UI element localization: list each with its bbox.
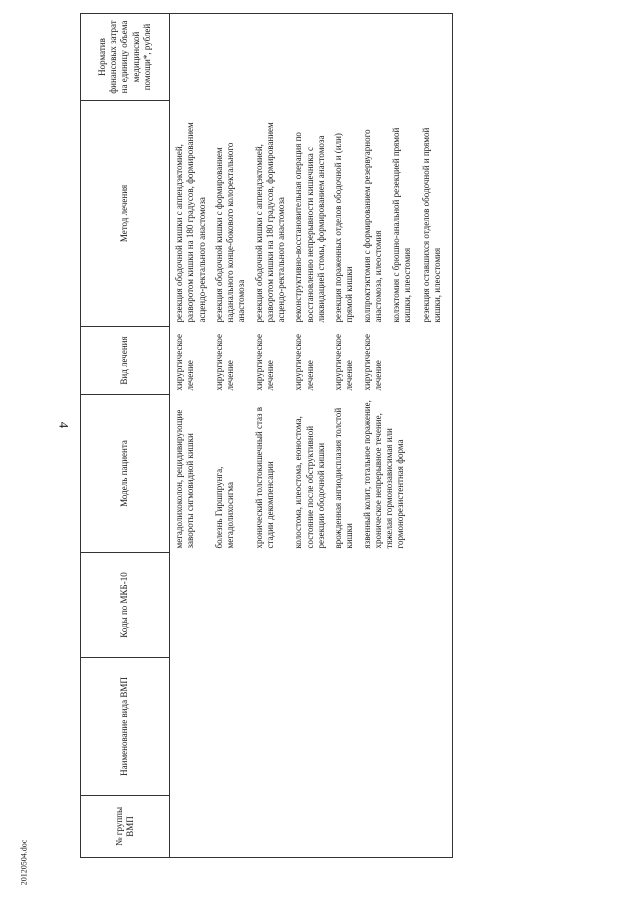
cell-patient-model: язвенный колит, тотальное поражение, хроническое непрерывное течение, тяжелая гормонозависимая или гормонорезистентная форма — [358, 395, 453, 553]
cell-treatment-type: хирургическое лечение — [358, 327, 453, 395]
table-row — [210, 14, 250, 858]
vmp-table — [80, 13, 453, 858]
cell-icd-codes — [289, 553, 329, 658]
cell-patient-model: колостома, илеостома, еюностома, состояние после обструктивной резекции ободочной кишки — [293, 416, 326, 549]
cell-patient-model: врожденная ангиодисплазия толстой кишки — [333, 407, 355, 549]
cell-cost-norm — [289, 14, 329, 101]
cell-patient-model: болезнь Гиршпрунга, мегадолихосигма — [213, 466, 235, 549]
treatment-method-line: резекция оставшихся отделов ободочной и прямой кишки, илеостомия — [420, 127, 442, 323]
cell-cost-norm — [170, 14, 210, 101]
cell-treatment-method: резекция ободочной кишки с формированием наданального конце-бокового колоректального анастомоза — [213, 142, 247, 323]
cell-group-number — [289, 796, 329, 858]
cell-cost-norm — [329, 14, 358, 101]
cell-cost-norm — [210, 14, 250, 101]
cell-cost-norm — [250, 14, 290, 101]
cell-vmp-name — [210, 658, 250, 796]
cell-treatment-method: резекция ободочной кишки с аппендэктомией, разворотом кишки на 180 градусов, формированием асцендо-ректального анастомоза — [174, 122, 207, 323]
table-row — [170, 14, 210, 858]
cell-patient-model: мегадолихоколон, рецидивирующие завороты сигмовидной кишки — [174, 409, 196, 549]
cell-group-number — [358, 796, 453, 858]
cell-treatment-type: хирургическое лечение — [174, 334, 196, 391]
cell-treatment-method: реконструктивно-восстановительная операция по восстановлению непрерывности кишечника с ликвидацией стомы, формированием анастомоза — [293, 132, 326, 323]
cell-treatment-method — [358, 101, 453, 327]
cell-vmp-name — [170, 658, 210, 796]
table-header-row — [81, 14, 170, 858]
cell-treatment-type: хирургическое лечение — [293, 334, 315, 391]
table-row — [250, 14, 290, 858]
cell-icd-codes — [329, 553, 358, 658]
cell-group-number — [170, 796, 210, 858]
cell-group-number — [250, 796, 290, 858]
header-treatment-type: Вид лечения — [81, 327, 170, 395]
cell-treatment-method: резекция ободочной кишки с аппендэктомией, разворотом кишки на 180 градусов, формированием асцендо-ректального анастомоза — [253, 122, 286, 323]
header-treatment-method: Метод лечения — [81, 101, 170, 327]
cell-icd-codes — [358, 553, 453, 658]
cell-vmp-name — [358, 658, 453, 796]
cell-icd-codes — [210, 553, 250, 658]
cell-vmp-name — [329, 658, 358, 796]
cell-group-number — [329, 796, 358, 858]
header-group-number: № группы ВМП — [81, 796, 170, 858]
table-row — [289, 14, 329, 858]
cell-vmp-name — [250, 658, 290, 796]
rotated-document-sheet — [80, 8, 600, 858]
document-filename: 20120504.doc — [19, 839, 29, 886]
header-vmp-name: Наименование вида ВМП — [81, 658, 170, 796]
cell-vmp-name — [289, 658, 329, 796]
page-number: 4 — [56, 421, 72, 429]
header-cost-norm: Норматив финансовых затрат на единицу объема медицинской помощи*, рублей — [81, 14, 170, 101]
header-icd-codes: Коды по МКБ-10 — [81, 553, 170, 658]
cell-group-number — [210, 796, 250, 858]
cell-treatment-type: хирургическое лечение — [253, 334, 275, 391]
cell-icd-codes — [250, 553, 290, 658]
treatment-method-line: колэктомия с брюшно-анальной резекцией прямой кишки, илеостомия — [391, 127, 413, 323]
table-row — [358, 14, 453, 858]
table-row — [329, 14, 358, 858]
cell-treatment-type: хирургическое лечение — [213, 334, 235, 391]
treatment-method-line: колпроктэктомия с формированием резервуарного анастомоза, илеостомия — [361, 129, 383, 323]
header-patient-model: Модель пациента — [81, 395, 170, 553]
cell-treatment-type: хирургическое лечение — [333, 334, 355, 391]
cell-cost-norm — [358, 14, 453, 101]
cell-icd-codes — [170, 553, 210, 658]
cell-patient-model: хронический толстокишечный стаз в стадии декомпенсации — [253, 406, 275, 549]
cell-treatment-method: резекция пораженных отделов ободочной и (или) прямой кишки — [333, 133, 355, 323]
